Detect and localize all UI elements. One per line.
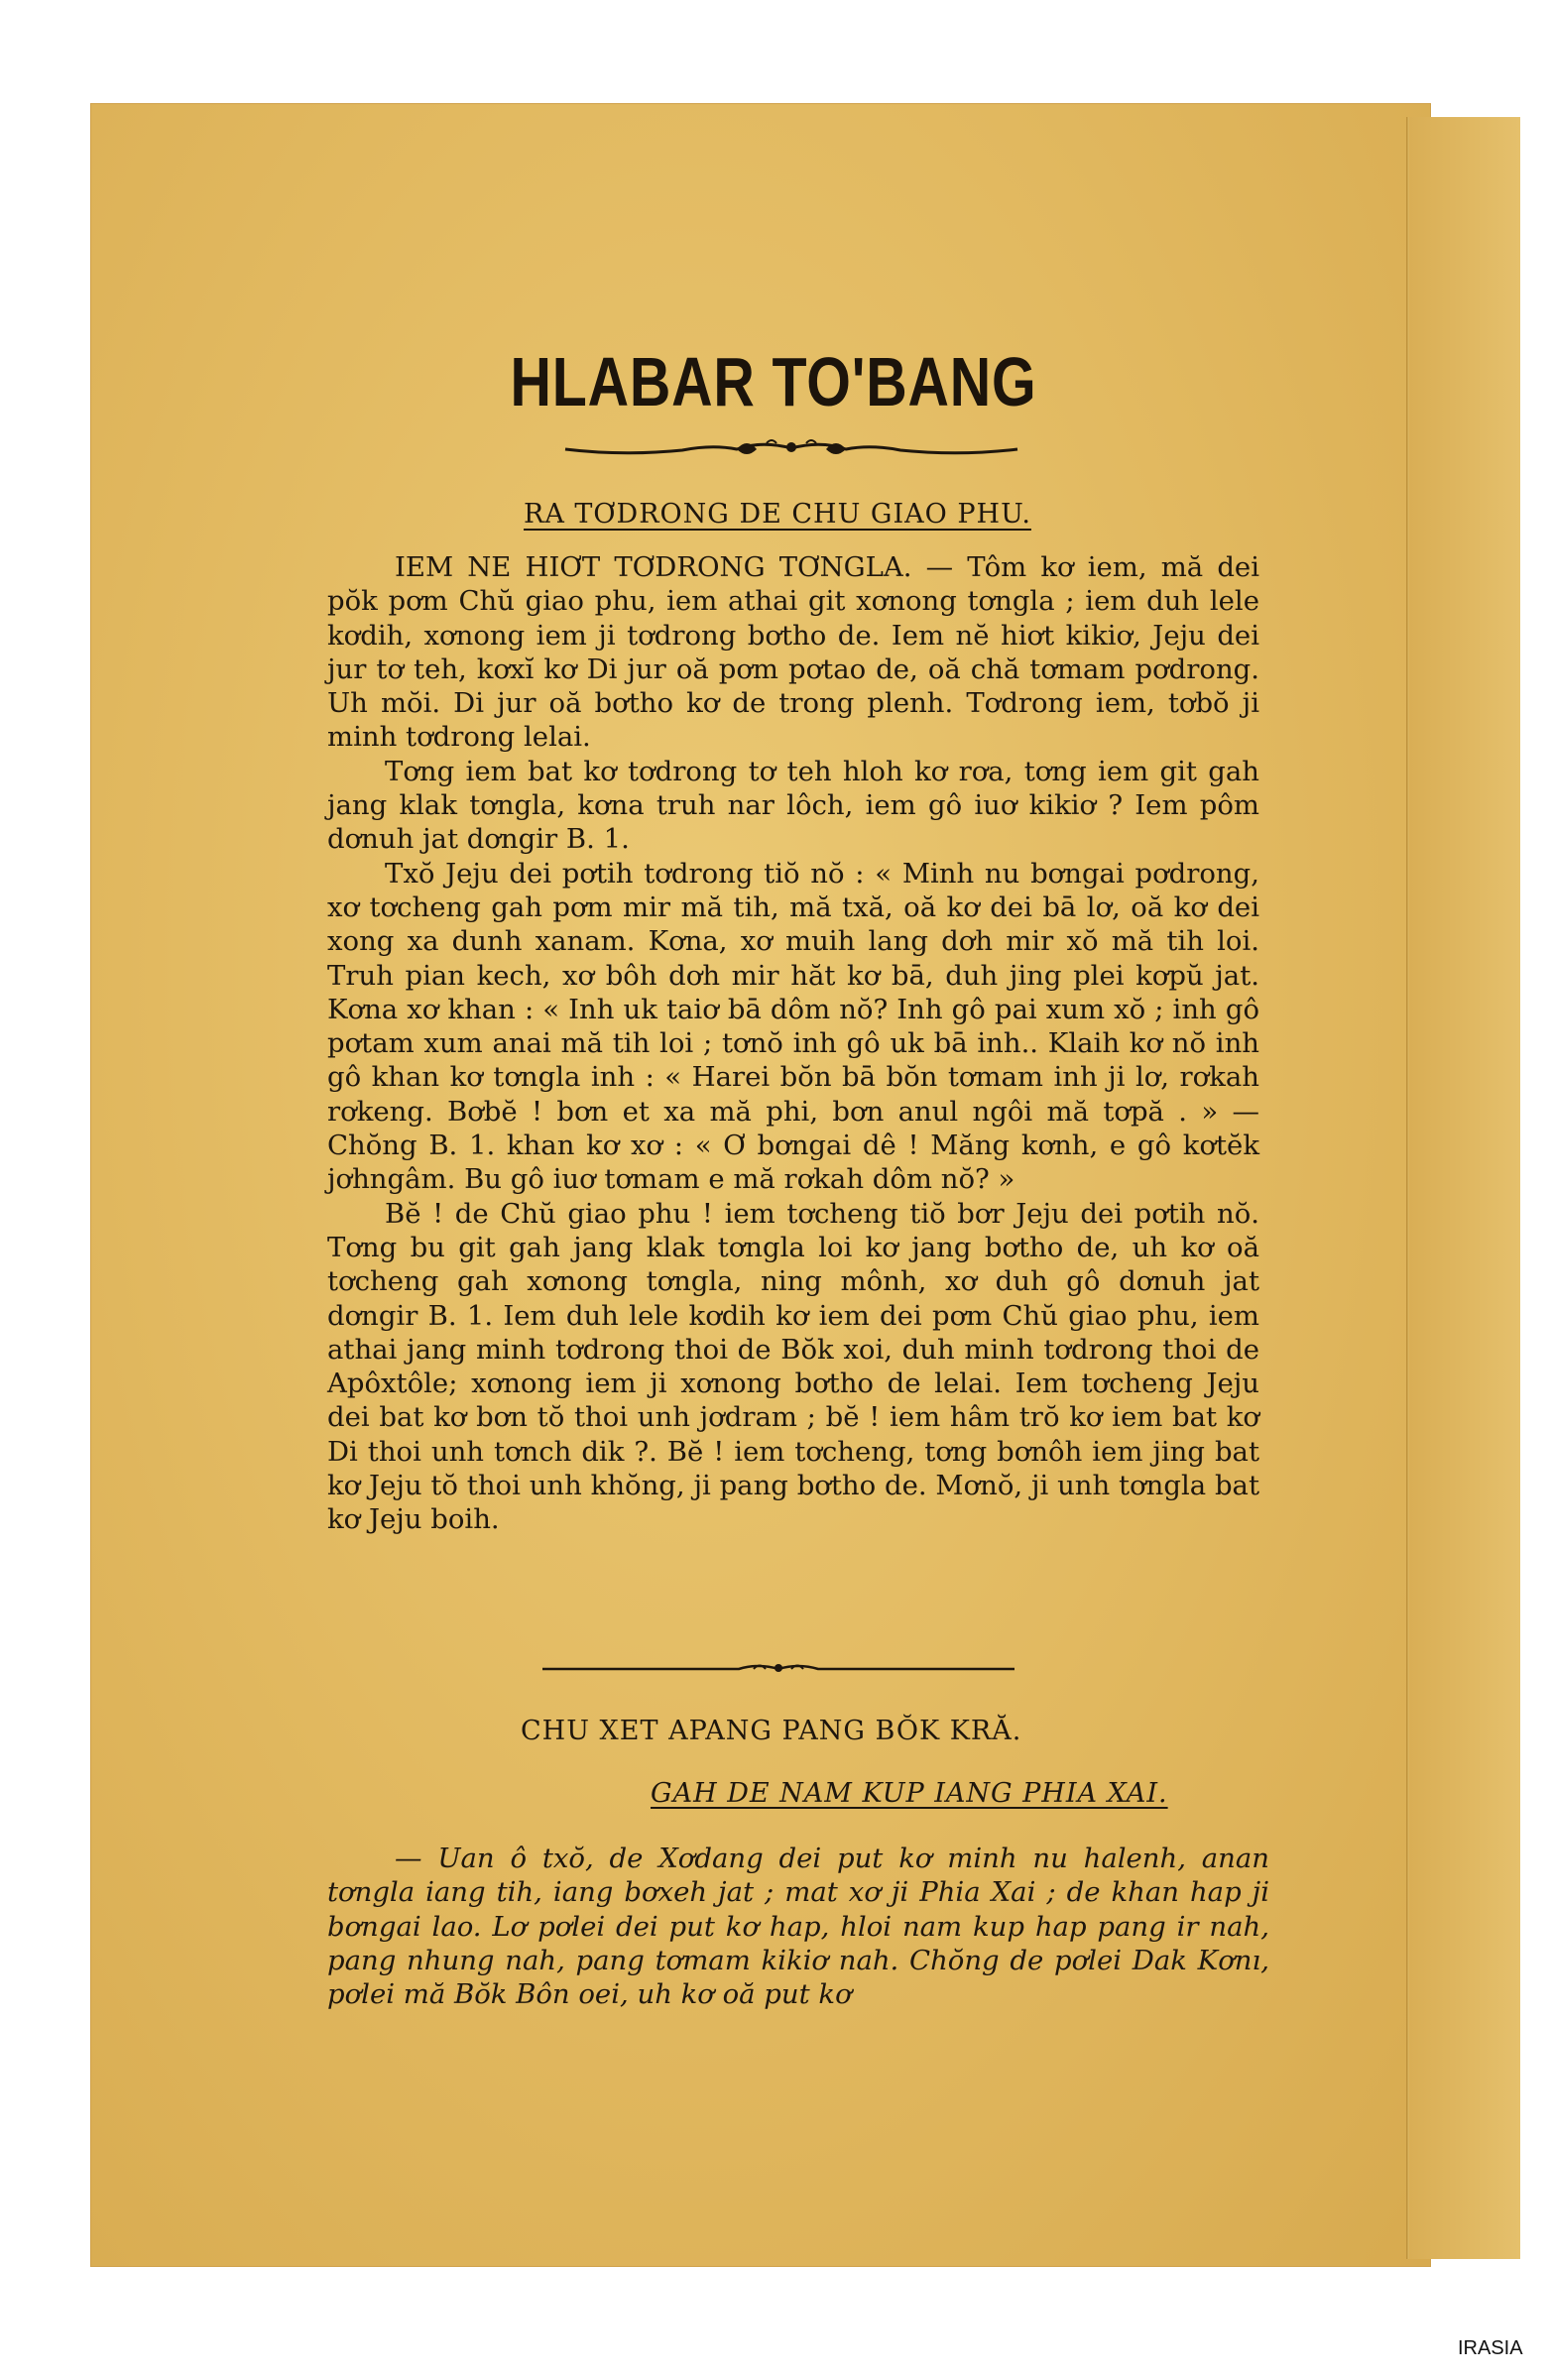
- section-heading: RA TƠDRONG DE CHU GIAO PHU.: [524, 499, 1031, 530]
- watermark: IRASIA: [1458, 2337, 1523, 2359]
- paragraph: Bĕ ! de Chŭ giao phu ! iem tơcheng tiŏ bơr Jeju dei pơtih nŏ. Tơng bu git gah jang klak tơngla loi kơ jang bơtho de, uh kơ oă tơcheng gah xơnong tơngla, ning mônh, xơ duh gô dơnuh jat dơngir B. 1. Iem duh lele kơdih kơ iem dei pơm Chŭ giao phu, iem athai jang minh tơdrong thoi de Bŏk xoi, duh minh tơdrong thoi de Apôxtôle; xơnong iem ji xơnong bơtho de lelai. Iem tơcheng Jeju dei bat kơ bơn tŏ thoi unh jơdram ; bĕ ! iem hâm trŏ kơ iem bat kơ Di thoi unh tơnch dik ?. Bĕ ! iem tơcheng, tơng bơnôh iem jing bat kơ Jeju tŏ thoi unh khŏng, ji pang bơtho de. Mơnŏ, ji unh tơngla bat kơ Jeju boih.: [327, 1197, 1259, 1536]
- paragraph: Txŏ Jeju dei pơtih tơdrong tiŏ nŏ : « Minh nu bơngai pơdrong, xơ tơcheng gah pơm mir mă tih, mă txă, oă kơ dei bā lơ, oă kơ dei xong xa dunh xanam. Kơna, xơ muih lang dơh mir xŏ mă tih loi. Truh pian kech, xơ bôh dơh mir hăt kơ bā, duh jing plei kơpŭ jat. Kơna xơ khan : « Inh uk taiơ bā dôm nŏ? Inh gô pai xum xŏ ; inh gô pơtam xum anai mă tih loi ; tơnŏ inh gô uk bā inh.. Klaih kơ nŏ inh gô khan kơ tơngla inh : « Harei bŏn bā bŏn tơmam inh ji lơ, rơkah rơkeng. Bơbĕ ! bơn et xa mă phi, bơn anul ngôi mă tơpă . » — Chŏng B. 1. khan kơ xơ : « Ơ bơngai dê ! Măng kơnh, e gô kơtĕk jơhngâm. Bu gô iuơ tơmam e mă rơkah dôm nŏ? »: [327, 857, 1259, 1196]
- page-flap: [1409, 117, 1520, 2259]
- section-heading: CHU XET APANG PANG BŎK KRĂ.: [521, 1716, 1022, 1746]
- section-body: [327, 1842, 1269, 2011]
- section-divider: [540, 1659, 1016, 1679]
- paragraph: — Uan ô txŏ, de Xơdang dei put kơ minh nu halenh, anan tơngla iang tih, iang bơxeh jat ; mat xơ ji Phia Xai ; de khan hap ji bơngai lao. Lơ pơlei dei put kơ hap, hloi nam kup hap pang ir nah, pang nhung nah, pang tơmam kikiơ nah. Chŏng de pơlei Dak Kơnı, pơlei mă Bŏk Bôn oei, uh kơ oă put kơ: [327, 1843, 1269, 2011]
- section-body: [327, 550, 1259, 1537]
- paragraph: IEM NE HIƠT TƠDRONG TƠNGLA. — Tôm kơ iem, mă dei pŏk pơm Chŭ giao phu, iem athai git xơnong tơngla ; iem duh lele kơdih, xơnong iem ji tơdrong bơtho de. Iem nĕ hiơt kikiơ, Jeju dei jur tơ teh, kơxĭ kơ Di jur oă pơm pơtao de, oă chă tơmam pơdrong. Uh mŏi. Di jur oă bơtho kơ de trong plenh. Tơdrong iem, tơbŏ ji minh tơdrong lelai.: [327, 551, 1259, 754]
- section-subheading: GAH DE NAM KUP IANG PHIA XAI.: [651, 1778, 1168, 1809]
- page-title: HLABAR TO'BANG: [510, 343, 1037, 420]
- paragraph: Tơng iem bat kơ tơdrong tơ teh hloh kơ rơa, tơng iem git gah jang klak tơngla, kơna truh nar lôch, iem gô iuơ kikiơ ? Iem pôm dơnuh jat dơngir B. 1.: [327, 755, 1259, 856]
- title-ornament: [563, 434, 1019, 464]
- page-fold: [1406, 117, 1409, 2259]
